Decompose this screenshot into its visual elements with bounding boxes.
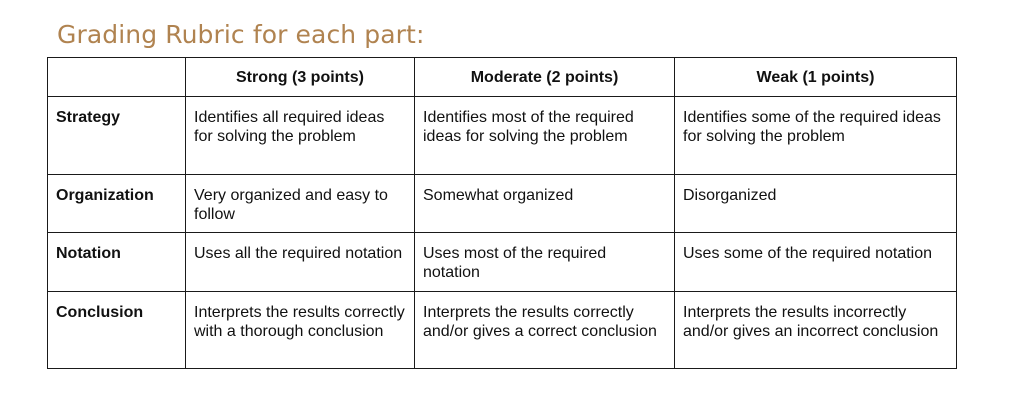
cell-strong: Uses all the required notation [186,233,415,292]
cell-weak: Interprets the results incorrectly and/or gives an incorrect conclusion [675,292,957,369]
header-strong: Strong (3 points) [186,58,415,97]
header-corner-cell [48,58,186,97]
criterion-label: Strategy [48,97,186,175]
cell-moderate: Uses most of the required notation [415,233,675,292]
criterion-label: Organization [48,175,186,233]
grading-rubric-table [47,57,957,369]
cell-weak: Disorganized [675,175,957,233]
cell-weak: Uses some of the required notation [675,233,957,292]
cell-moderate: Interprets the results correctly and/or gives a correct conclusion [415,292,675,369]
page-title: Grading Rubric for each part: [57,20,425,49]
cell-strong: Very organized and easy to follow [186,175,415,233]
cell-strong: Interprets the results correctly with a thorough conclusion [186,292,415,369]
cell-moderate: Somewhat organized [415,175,675,233]
table-row-conclusion [48,292,957,369]
table-row-notation [48,233,957,292]
cell-weak: Identifies some of the required ideas for solving the problem [675,97,957,175]
criterion-label: Conclusion [48,292,186,369]
table-row-organization [48,175,957,233]
cell-moderate: Identifies most of the required ideas for solving the problem [415,97,675,175]
table-header-row [48,58,957,97]
header-weak: Weak (1 points) [675,58,957,97]
cell-strong: Identifies all required ideas for solving the problem [186,97,415,175]
header-moderate: Moderate (2 points) [415,58,675,97]
table-row-strategy [48,97,957,175]
criterion-label: Notation [48,233,186,292]
